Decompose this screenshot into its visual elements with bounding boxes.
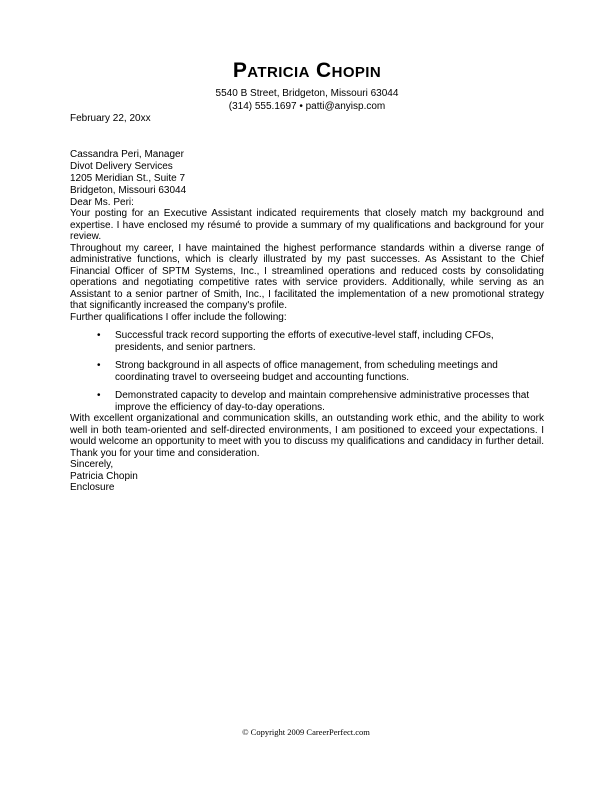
list-item bbox=[70, 390, 544, 413]
letter-date: February 22, 20xx bbox=[70, 113, 151, 124]
letterhead bbox=[70, 60, 544, 113]
bullet-list-intro: Further qualifications I offer include the following: bbox=[70, 311, 287, 323]
body-paragraph-1: Your posting for an Executive Assistant indicated requirements that closely match my background and expertise. I have enclosed my résumé to provide a summary of my qualifications and background for your review. bbox=[70, 208, 544, 242]
sender-name: Patricia Chopin bbox=[232, 59, 382, 82]
recipient-block bbox=[70, 149, 544, 197]
list-item-text: Strong background in all aspects of office management, from scheduling meetings and coordinating travel to overseeing budget and accounting functions. bbox=[115, 360, 498, 383]
recipient-city: Bridgeton, Missouri 63044 bbox=[70, 184, 187, 196]
sender-contact: (314) 555.1697 • patti@anyisp.com bbox=[228, 101, 386, 112]
recipient-company: Divot Delivery Services bbox=[70, 160, 173, 172]
enclosure-note: Enclosure bbox=[70, 482, 115, 493]
signature-name: Patricia Chopin bbox=[70, 470, 138, 482]
salutation: Dear Ms. Peri: bbox=[70, 196, 134, 208]
signoff: Sincerely, bbox=[70, 459, 114, 470]
bullet-icon: • bbox=[97, 360, 101, 371]
list-item-text: Demonstrated capacity to develop and maintain comprehensive administrative processes that improve the efficiency of day-to-day operations. bbox=[115, 390, 530, 413]
list-item bbox=[70, 330, 544, 353]
recipient-street: 1205 Meridian St., Suite 7 bbox=[70, 172, 186, 184]
recipient-name: Cassandra Peri, Manager bbox=[70, 148, 184, 160]
body-paragraph-2: Throughout my career, I have maintained the highest performance standards within a diverse range of administrative functions, which is clearly illustrated by my past successes. As Assistant to the Chief Financial Officer of SPTM Systems, Inc., I streamlined operations and reduced costs by consolidating operations and negotiating competitive rates with service providers. Additionally, while serving as an Assistant to a senior partner of Smith, Inc., I facilitated the implementation of a new promotional strategy that significantly increased the company's profile. bbox=[70, 242, 544, 311]
closing-paragraph: With excellent organizational and communication skills, an outstanding work ethic, and the ability to work well in both team-oriented and self-directed environments, I am positioned to exceed your expectations. I would welcome an opportunity to meet with you to discuss my qualifications and candidacy in further detail. Thank you for your time and consideration. bbox=[70, 413, 544, 459]
list-item bbox=[70, 360, 544, 383]
bullet-icon: • bbox=[97, 390, 101, 401]
copyright-footer: © Copyright 2009 CareerPerfect.com bbox=[242, 727, 370, 737]
qualifications-list bbox=[70, 330, 544, 413]
bullet-icon: • bbox=[97, 330, 101, 341]
sender-address: 5540 B Street, Bridgeton, Missouri 63044 bbox=[215, 88, 399, 99]
list-item-text: Successful track record supporting the efforts of executive-level staff, including CFOs, presidents, and senior partners. bbox=[115, 330, 494, 353]
